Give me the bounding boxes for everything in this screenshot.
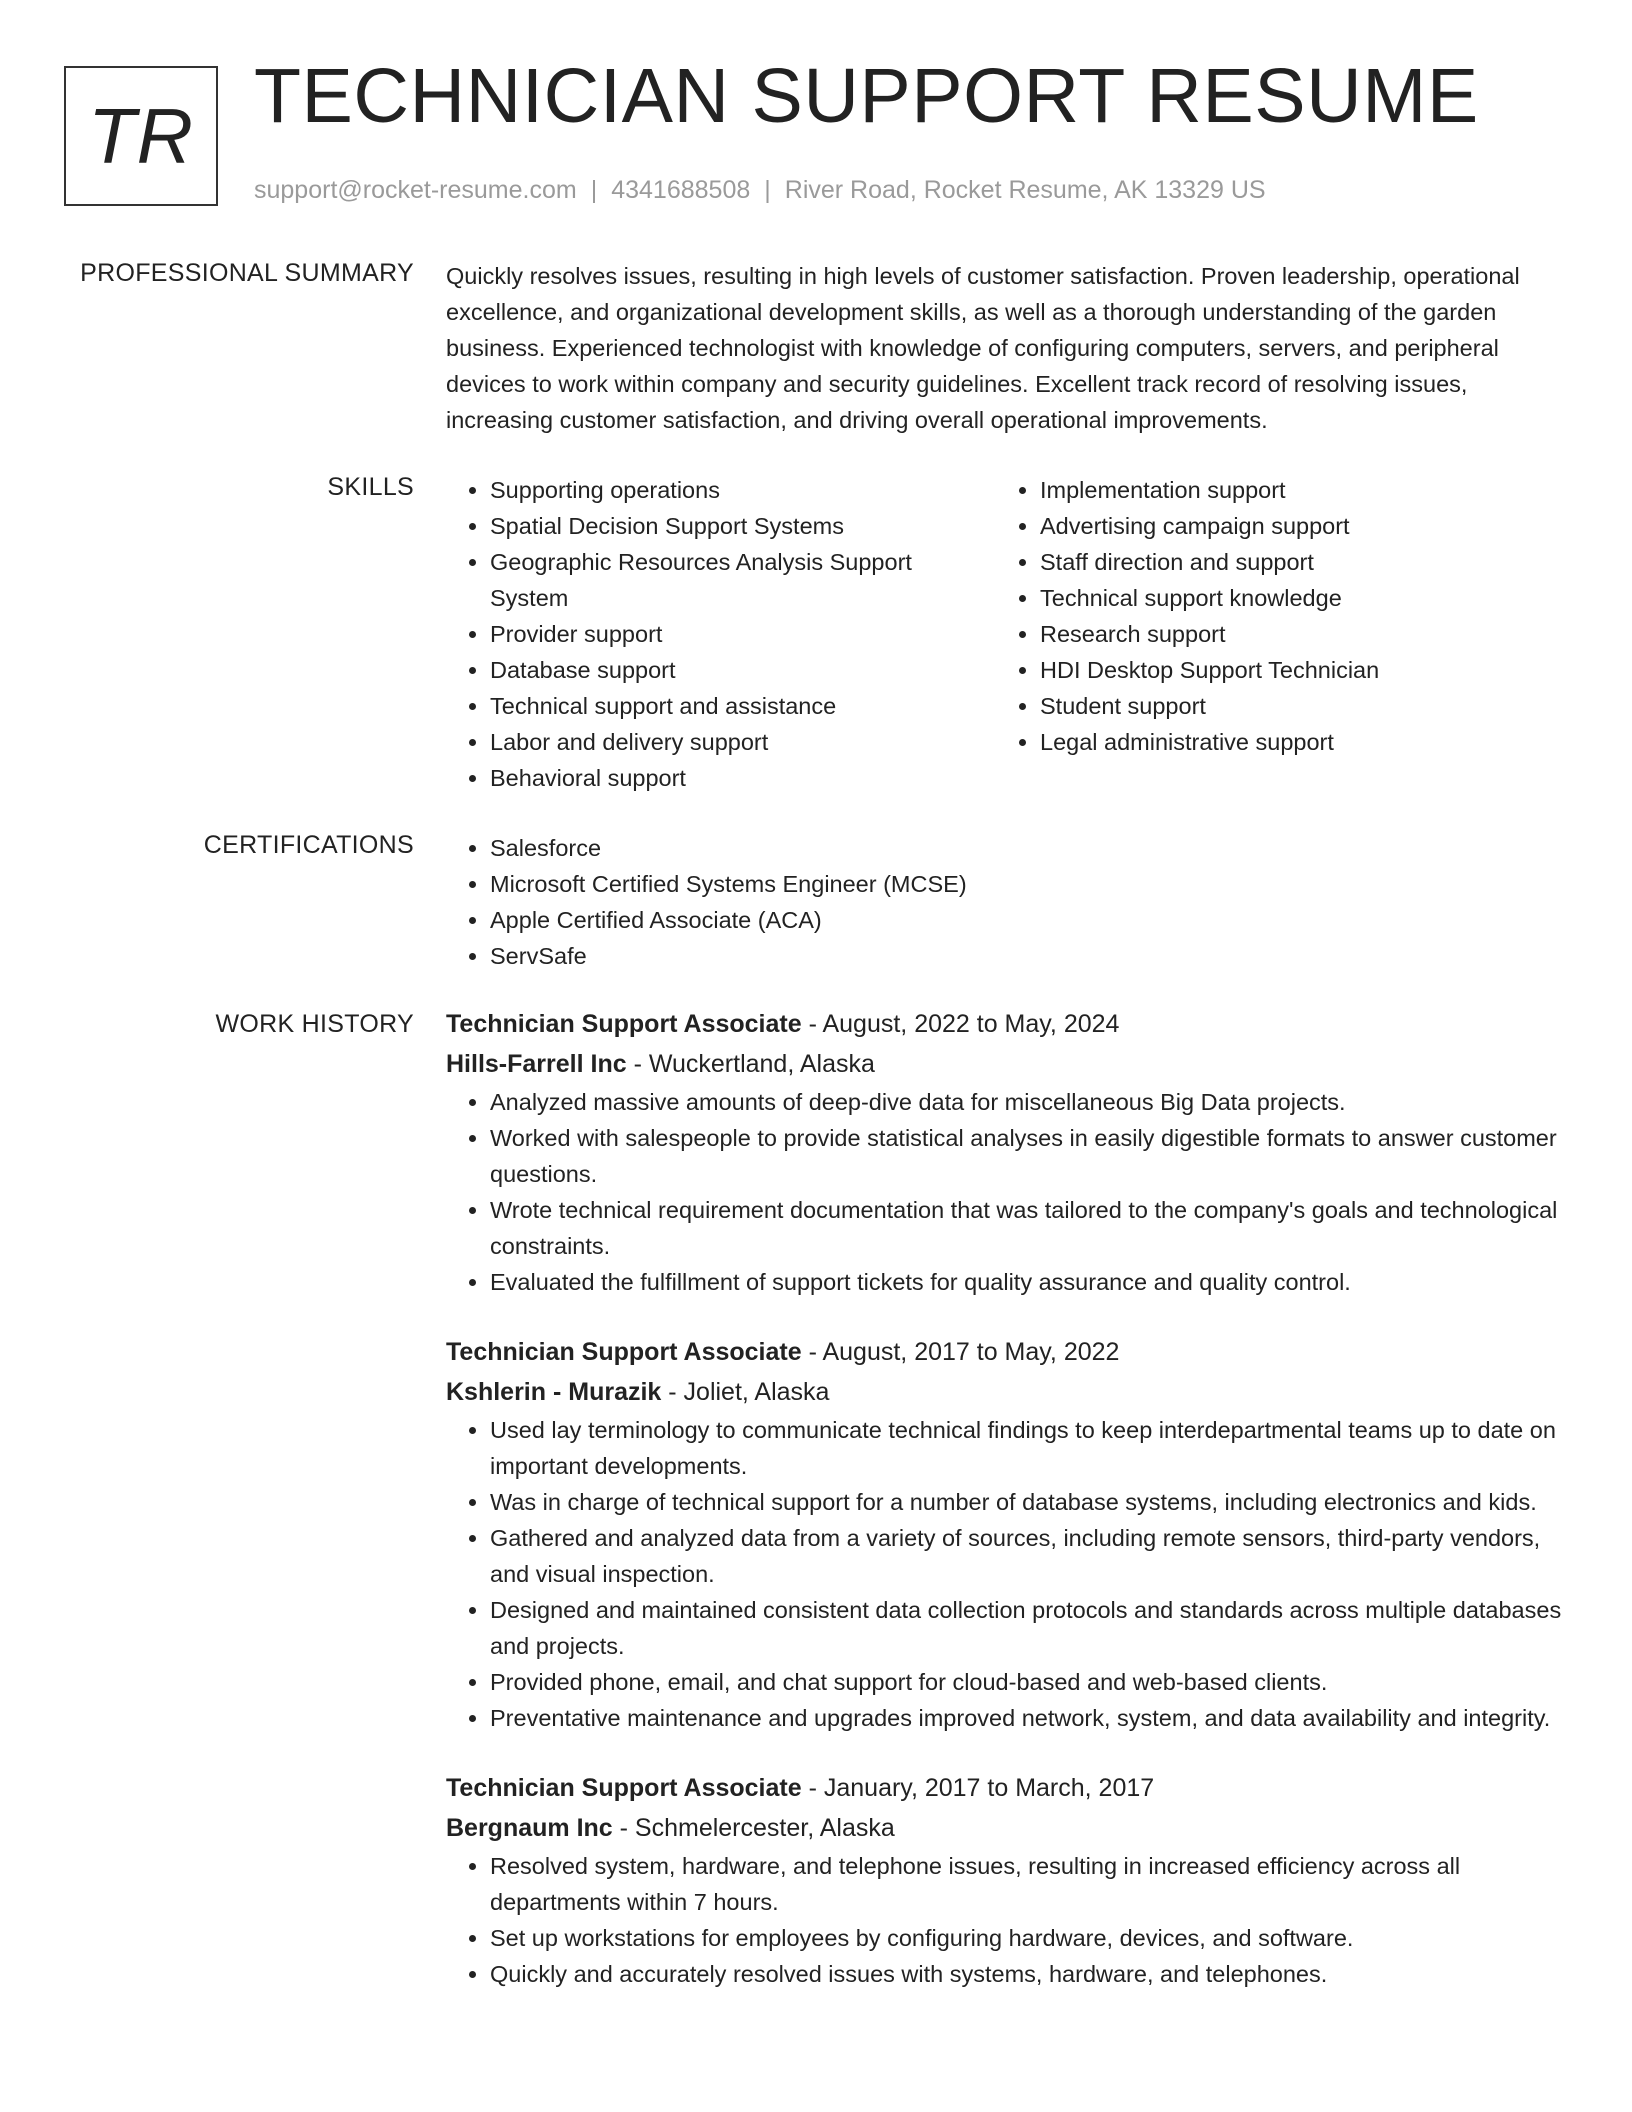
skill-item: • Supporting operations [490,472,996,508]
skill-item: • Provider support [490,616,996,652]
certification-item: • Apple Certified Associate (ACA) [490,902,1566,938]
skill-item: • Technical support knowledge [1040,580,1546,616]
job-dates: - August, 2017 to May, 2022 [801,1338,1120,1366]
job-bullet: • Evaluated the fulfillment of support tickets for quality assurance and quality control. [490,1264,1566,1300]
job-dates: - August, 2022 to May, 2024 [801,1010,1120,1038]
resume-title: TECHNICIAN SUPPORT RESUME [254,53,1479,139]
job-company: Hills-Farrell Inc [446,1050,627,1078]
skills-list-right [996,472,1546,760]
skill-item: • Student support [1040,688,1546,724]
job-company-line [446,1372,1566,1412]
job-bullet: • Analyzed massive amounts of deep-dive data for miscellaneous Big Data projects. [490,1084,1566,1120]
skill-item: • Behavioral support [490,760,996,796]
certification-item: • Microsoft Certified Systems Engineer (MCSE) [490,866,1566,902]
summary-body [446,258,1566,438]
job-bullet: • Worked with salespeople to provide statistical analyses in easily digestible formats to answer customer questions. [490,1120,1566,1192]
contact-phone[interactable]: 4341688508 [611,176,751,204]
skill-item: • Spatial Decision Support Systems [490,508,996,544]
skills-list-left [446,472,996,796]
job-title-line [446,1004,1566,1044]
job-bullet-list [446,1848,1566,1992]
job-location: - Joliet, Alaska [661,1378,830,1406]
monogram-logo: TR [64,66,218,206]
job-bullet-list [446,1084,1566,1300]
job-title: Technician Support Associate [446,1338,802,1366]
skills-column-right [996,472,1546,796]
skill-item: • Geographic Resources Analysis Support System [490,544,996,616]
job-location: - Wuckertland, Alaska [626,1050,875,1078]
job-title: Technician Support Associate [446,1010,802,1038]
skill-item: • Database support [490,652,996,688]
job-bullet: • Was in charge of technical support for a number of database systems, including electronics and kids. [490,1484,1566,1520]
contact-separator: | [764,176,771,204]
job-company-line [446,1044,1566,1084]
work-history-body [446,1004,1566,2024]
job-bullet: • Designed and maintained consistent data collection protocols and standards across multiple databases and projects. [490,1592,1566,1664]
summary-text: Quickly resolves issues, resulting in high levels of customer satisfaction. Proven leadership, operational excellence, and organizational development skills, as well as a thorough understanding of the garden business. Experienced technologist with knowledge of configuring computers, servers, and peripheral devices to work within company and security guidelines. Excellent track record of resolving issues, increasing customer satisfaction, and driving overall operational improvements. [446,263,1520,433]
job-bullet: • Resolved system, hardware, and telephone issues, resulting in increased efficiency across all departments within 7 hours. [490,1848,1566,1920]
job-bullet-list [446,1412,1566,1736]
section-heading-skills: SKILLS [327,473,414,501]
skill-item: • Research support [1040,616,1546,652]
certification-item: • ServSafe [490,938,1566,974]
job-bullet: • Quickly and accurately resolved issues with systems, hardware, and telephones. [490,1956,1566,1992]
certifications-body [446,830,1566,974]
section-heading-work-history: WORK HISTORY [215,1010,414,1038]
job-title: Technician Support Associate [446,1774,802,1802]
job-bullet: • Wrote technical requirement documentation that was tailored to the company's goals and technological constraints. [490,1192,1566,1264]
job-company-line [446,1808,1566,1848]
job-bullet: • Used lay terminology to communicate technical findings to keep interdepartmental teams up to date on important developments. [490,1412,1566,1484]
contact-separator: | [590,176,598,204]
skill-item: • Implementation support [1040,472,1546,508]
job-location: - Schmelercester, Alaska [612,1814,895,1842]
job-entry [446,1768,1566,1992]
job-entry [446,1004,1566,1300]
section-heading-summary: PROFESSIONAL SUMMARY [80,259,414,287]
certifications-list [446,830,1566,974]
job-dates: - January, 2017 to March, 2017 [801,1774,1155,1802]
job-bullet: • Preventative maintenance and upgrades improved network, system, and data availability and integrity. [490,1700,1566,1736]
skill-item: • Legal administrative support [1040,724,1546,760]
skill-item: • HDI Desktop Support Technician [1040,652,1546,688]
contact-email[interactable]: support@rocket-resume.com [254,176,577,204]
job-bullet: • Set up workstations for employees by configuring hardware, devices, and software. [490,1920,1566,1956]
skill-item: • Labor and delivery support [490,724,996,760]
skill-item: • Staff direction and support [1040,544,1546,580]
skill-item: • Technical support and assistance [490,688,996,724]
skills-body [446,472,1566,796]
job-bullet: • Gathered and analyzed data from a variety of sources, including remote sensors, third-party vendors, and visual inspection. [490,1520,1566,1592]
certification-item: • Salesforce [490,830,1566,866]
section-heading-certifications: CERTIFICATIONS [203,831,414,859]
job-bullet: • Provided phone, email, and chat support for cloud-based and web-based clients. [490,1664,1566,1700]
skills-column-left [446,472,996,796]
job-title-line [446,1332,1566,1372]
contact-line [254,176,1266,205]
job-entry [446,1332,1566,1736]
job-company: Kshlerin - Murazik [446,1378,662,1406]
job-company: Bergnaum Inc [446,1814,613,1842]
contact-address: River Road, Rocket Resume, AK 13329 US [784,176,1266,204]
skill-item: • Advertising campaign support [1040,508,1546,544]
job-title-line [446,1768,1566,1808]
